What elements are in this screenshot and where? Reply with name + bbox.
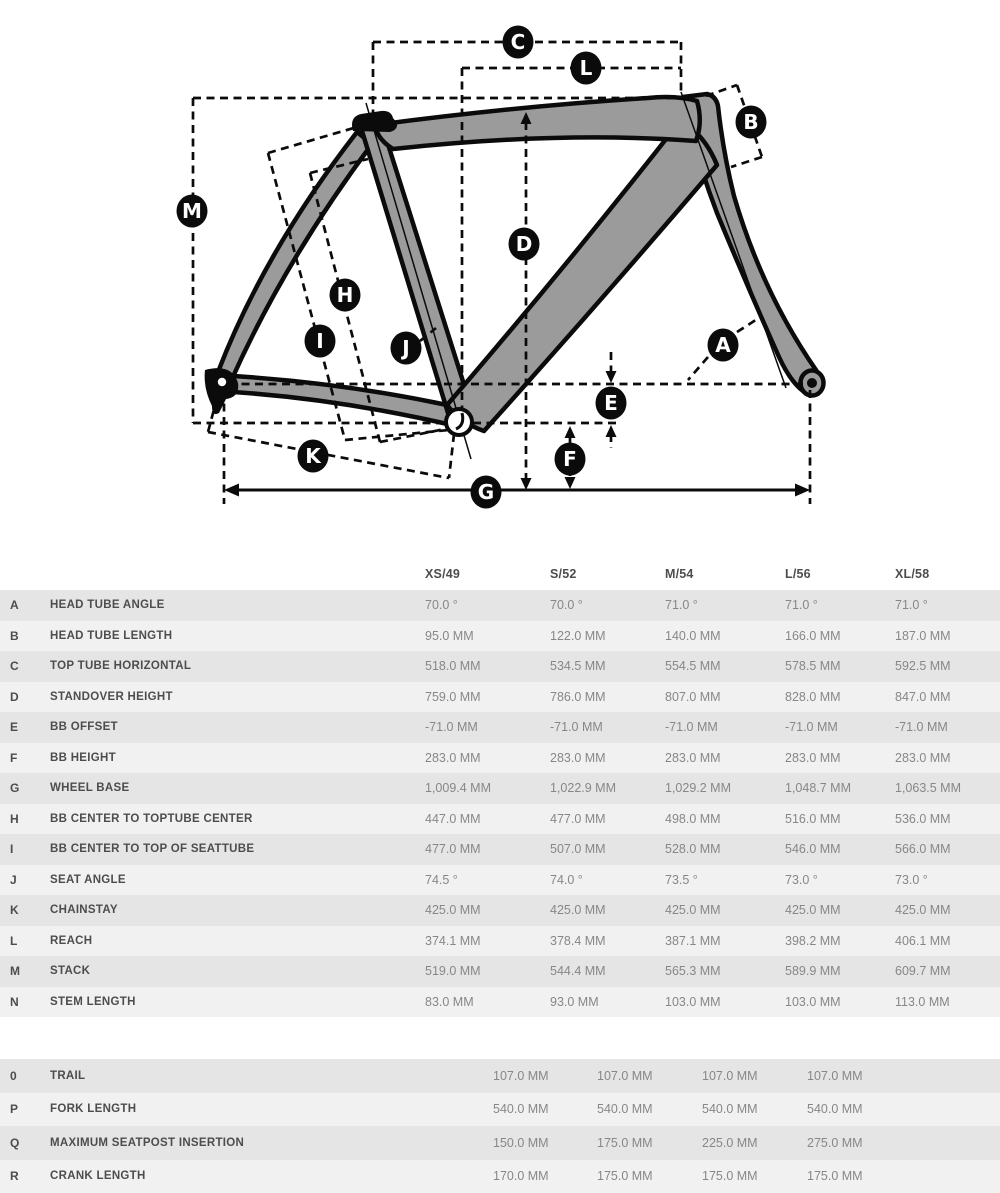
row-value: 519.0 MM: [425, 964, 550, 978]
row-value: 1,029.2 MM: [665, 781, 785, 795]
spec-row-A: [0, 590, 1000, 621]
marker-B: [736, 106, 767, 139]
row-value: 592.5 MM: [895, 659, 1000, 673]
row-letter: G: [0, 781, 40, 795]
marker-H: [330, 279, 361, 312]
row-value: 425.0 MM: [550, 903, 665, 917]
marker-K: [298, 440, 329, 473]
row-value: 546.0 MM: [785, 842, 895, 856]
row-value: 225.0 MM: [702, 1136, 807, 1150]
row-value: 516.0 MM: [785, 812, 895, 826]
row-letter: K: [0, 903, 40, 917]
row-label: BB CENTER TO TOPTUBE CENTER: [40, 813, 425, 825]
size-column-header: XL/58: [895, 567, 1000, 581]
row-value: 534.5 MM: [550, 659, 665, 673]
row-letter: C: [0, 659, 40, 673]
row-value: 847.0 MM: [895, 690, 1000, 704]
row-value: 540.0 MM: [597, 1102, 702, 1116]
row-value: 122.0 MM: [550, 629, 665, 643]
row-value: 275.0 MM: [807, 1136, 1000, 1150]
row-value: 1,063.5 MM: [895, 781, 1000, 795]
row-letter: E: [0, 720, 40, 734]
row-value: 540.0 MM: [493, 1102, 597, 1116]
svg-text:C: C: [511, 30, 526, 54]
row-value: 107.0 MM: [702, 1069, 807, 1083]
row-value: 566.0 MM: [895, 842, 1000, 856]
row-value: 103.0 MM: [785, 995, 895, 1009]
row-value: 103.0 MM: [665, 995, 785, 1009]
row-value: 518.0 MM: [425, 659, 550, 673]
row-value: 93.0 MM: [550, 995, 665, 1009]
row-value: -71.0 MM: [550, 720, 665, 734]
spec-row-B: [0, 621, 1000, 652]
row-value: 107.0 MM: [493, 1069, 597, 1083]
table-section-gap: [0, 1017, 1000, 1059]
row-value: 425.0 MM: [785, 903, 895, 917]
marker-E: [596, 387, 627, 420]
row-value: 398.2 MM: [785, 934, 895, 948]
svg-text:I: I: [316, 329, 323, 353]
row-value: -71.0 MM: [785, 720, 895, 734]
spec-row-P: [0, 1093, 1000, 1127]
row-value: 74.0 °: [550, 873, 665, 887]
arrow-F-up: [565, 426, 576, 438]
row-value: 70.0 °: [425, 598, 550, 612]
row-value: 187.0 MM: [895, 629, 1000, 643]
row-label: FORK LENGTH: [40, 1103, 493, 1115]
seat-stays: [218, 132, 372, 381]
arrow-G-left: [224, 484, 239, 497]
row-value: 406.1 MM: [895, 934, 1000, 948]
svg-text:F: F: [563, 447, 577, 471]
row-value: 71.0 °: [785, 598, 895, 612]
size-header-row: [0, 535, 1000, 590]
wheelbase-line: [224, 484, 810, 497]
svg-text:H: H: [337, 283, 354, 307]
row-label: STEM LENGTH: [40, 996, 425, 1008]
row-value: 166.0 MM: [785, 629, 895, 643]
row-letter: L: [0, 934, 40, 948]
row-value: 589.9 MM: [785, 964, 895, 978]
row-value: 378.4 MM: [550, 934, 665, 948]
row-label: BB OFFSET: [40, 721, 425, 733]
spec-row-G: [0, 773, 1000, 804]
marker-L: [571, 52, 602, 85]
row-value: 283.0 MM: [895, 751, 1000, 765]
arrow-G-right: [795, 484, 810, 497]
row-letter: P: [0, 1102, 40, 1116]
row-value: 175.0 MM: [597, 1136, 702, 1150]
row-value: 425.0 MM: [425, 903, 550, 917]
svg-text:A: A: [715, 333, 731, 357]
svg-text:B: B: [743, 110, 758, 134]
row-label: CHAINSTAY: [40, 904, 425, 916]
row-value: 507.0 MM: [550, 842, 665, 856]
row-value: 759.0 MM: [425, 690, 550, 704]
row-value: 170.0 MM: [493, 1169, 597, 1183]
geometry-diagram: [0, 0, 1000, 535]
row-value: 95.0 MM: [425, 629, 550, 643]
marker-F: [555, 443, 586, 476]
marker-A: [708, 329, 739, 362]
svg-text:D: D: [516, 232, 533, 256]
arrow-E-up: [606, 425, 617, 437]
row-value: 107.0 MM: [807, 1069, 1000, 1083]
spec-row-I: [0, 834, 1000, 865]
row-label: SEAT ANGLE: [40, 874, 425, 886]
spec-row-M: [0, 956, 1000, 987]
size-column-header: M/54: [665, 567, 785, 581]
row-value: 578.5 MM: [785, 659, 895, 673]
row-label: WHEEL BASE: [40, 782, 425, 794]
row-value: 70.0 °: [550, 598, 665, 612]
row-value: 1,048.7 MM: [785, 781, 895, 795]
top-tube: [375, 97, 700, 149]
row-letter: B: [0, 629, 40, 643]
svg-text:K: K: [305, 444, 322, 468]
svg-text:G: G: [478, 480, 494, 504]
marker-I: [305, 325, 336, 358]
row-letter: I: [0, 842, 40, 856]
row-value: 73.0 °: [895, 873, 1000, 887]
row-value: 175.0 MM: [807, 1169, 1000, 1183]
row-letter: F: [0, 751, 40, 765]
row-value: 540.0 MM: [807, 1102, 1000, 1116]
spec-row-K: [0, 895, 1000, 926]
row-value: 447.0 MM: [425, 812, 550, 826]
row-value: 828.0 MM: [785, 690, 895, 704]
row-value: 554.5 MM: [665, 659, 785, 673]
row-value: 528.0 MM: [665, 842, 785, 856]
row-value: 107.0 MM: [597, 1069, 702, 1083]
row-value: 565.3 MM: [665, 964, 785, 978]
row-value: -71.0 MM: [425, 720, 550, 734]
row-letter: R: [0, 1169, 40, 1183]
spec-row-F: [0, 743, 1000, 774]
row-letter: 0: [0, 1069, 40, 1083]
arrow-E-down: [606, 371, 617, 383]
row-letter: H: [0, 812, 40, 826]
row-value: 536.0 MM: [895, 812, 1000, 826]
spec-row-L: [0, 926, 1000, 957]
row-value: 113.0 MM: [895, 995, 1000, 1009]
row-letter: D: [0, 690, 40, 704]
spec-row-J: [0, 865, 1000, 896]
row-value: 477.0 MM: [425, 842, 550, 856]
svg-text:L: L: [580, 56, 593, 80]
row-label: HEAD TUBE LENGTH: [40, 630, 425, 642]
row-value: 73.0 °: [785, 873, 895, 887]
row-label: MAXIMUM SEATPOST INSERTION: [40, 1137, 493, 1149]
row-value: 74.5 °: [425, 873, 550, 887]
spec-row-0: [0, 1059, 1000, 1093]
spec-row-N: [0, 987, 1000, 1018]
row-letter: M: [0, 964, 40, 978]
seatpost-clamp: [352, 111, 397, 132]
row-value: 786.0 MM: [550, 690, 665, 704]
row-value: 387.1 MM: [665, 934, 785, 948]
extra-geometry-rows: [0, 1059, 1000, 1193]
spec-row-D: [0, 682, 1000, 713]
row-value: 498.0 MM: [665, 812, 785, 826]
svg-text:J: J: [400, 336, 409, 360]
row-label: STANDOVER HEIGHT: [40, 691, 425, 703]
bb-center-marker: [446, 409, 472, 435]
row-label: TRAIL: [40, 1070, 493, 1082]
row-value: 150.0 MM: [493, 1136, 597, 1150]
row-label: TOP TUBE HORIZONTAL: [40, 660, 425, 672]
spec-row-C: [0, 651, 1000, 682]
marker-M: [177, 195, 208, 228]
rear-dropout: [205, 368, 239, 414]
size-column-header: L/56: [785, 567, 895, 581]
spec-row-E: [0, 712, 1000, 743]
row-letter: A: [0, 598, 40, 612]
row-value: 540.0 MM: [702, 1102, 807, 1116]
size-column-header: XS/49: [425, 567, 550, 581]
row-value: 140.0 MM: [665, 629, 785, 643]
row-value: 83.0 MM: [425, 995, 550, 1009]
row-value: 477.0 MM: [550, 812, 665, 826]
row-label: BB HEIGHT: [40, 752, 425, 764]
row-value: 374.1 MM: [425, 934, 550, 948]
row-value: 71.0 °: [895, 598, 1000, 612]
row-value: 283.0 MM: [665, 751, 785, 765]
row-label: CRANK LENGTH: [40, 1170, 493, 1182]
spec-row-H: [0, 804, 1000, 835]
svg-text:M: M: [182, 199, 202, 223]
row-value: 283.0 MM: [550, 751, 665, 765]
row-value: 283.0 MM: [425, 751, 550, 765]
row-value: 544.4 MM: [550, 964, 665, 978]
row-label: STACK: [40, 965, 425, 977]
row-value: 1,022.9 MM: [550, 781, 665, 795]
spec-row-R: [0, 1160, 1000, 1193]
arrow-F-down: [565, 477, 576, 489]
row-value: 175.0 MM: [702, 1169, 807, 1183]
geometry-rows: [0, 590, 1000, 1017]
row-letter: J: [0, 873, 40, 887]
geometry-table: [0, 535, 1000, 1193]
spec-row-Q: [0, 1126, 1000, 1160]
row-letter: N: [0, 995, 40, 1009]
row-label: REACH: [40, 935, 425, 947]
marker-D: [509, 228, 540, 261]
row-value: 73.5 °: [665, 873, 785, 887]
row-label: HEAD TUBE ANGLE: [40, 599, 425, 611]
marker-J: [391, 332, 422, 365]
row-value: 71.0 °: [665, 598, 785, 612]
marker-C: [503, 26, 534, 59]
row-value: 283.0 MM: [785, 751, 895, 765]
arrow-D-down: [521, 478, 532, 490]
row-value: 425.0 MM: [895, 903, 1000, 917]
marker-G: [471, 476, 502, 509]
row-value: -71.0 MM: [895, 720, 1000, 734]
row-value: 425.0 MM: [665, 903, 785, 917]
row-value: 1,009.4 MM: [425, 781, 550, 795]
rear-axle: [218, 378, 226, 386]
row-label: BB CENTER TO TOP OF SEATTUBE: [40, 843, 425, 855]
size-column-header: S/52: [550, 567, 665, 581]
row-value: 609.7 MM: [895, 964, 1000, 978]
row-value: 175.0 MM: [597, 1169, 702, 1183]
row-value: -71.0 MM: [665, 720, 785, 734]
row-value: 807.0 MM: [665, 690, 785, 704]
svg-text:E: E: [604, 391, 618, 415]
front-axle: [807, 378, 817, 388]
row-letter: Q: [0, 1136, 40, 1150]
